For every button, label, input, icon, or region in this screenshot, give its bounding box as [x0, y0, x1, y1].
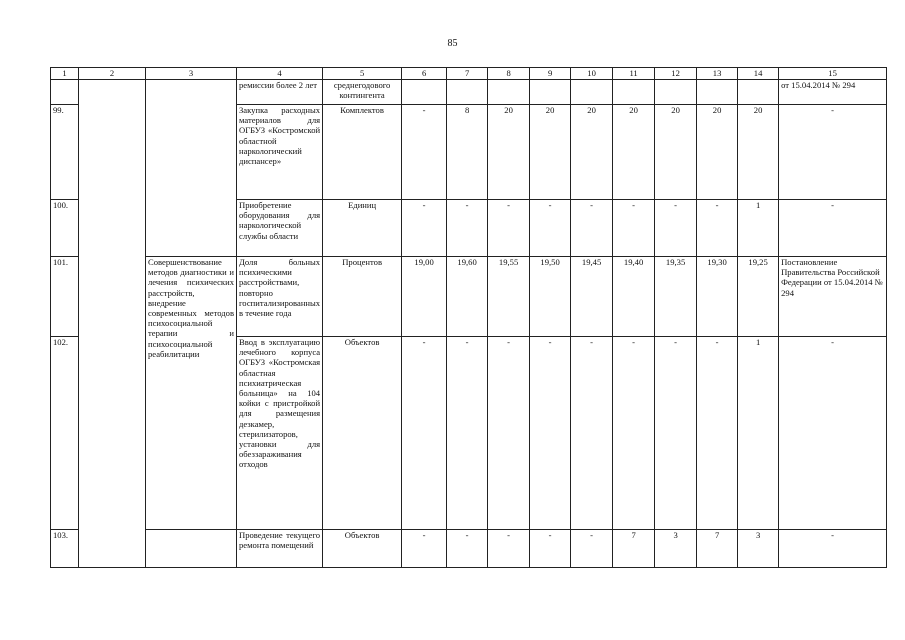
- value-cell: -: [530, 200, 571, 257]
- program-cell: [79, 80, 146, 568]
- value-cell: -: [697, 337, 738, 530]
- indicator-cell: ремиссии более 2 лет: [237, 80, 323, 105]
- value-cell: -: [530, 530, 571, 568]
- column-header: 14: [738, 68, 779, 80]
- column-header: 2: [79, 68, 146, 80]
- value-cell: [402, 80, 447, 105]
- value-cell: -: [613, 337, 655, 530]
- unit-cell: среднегодового контингента: [323, 80, 402, 105]
- value-cell: 19,35: [655, 257, 697, 337]
- value-cell: [488, 80, 530, 105]
- value-cell: 7: [697, 530, 738, 568]
- indicator-cell: Доля больных психическими расстройствами, повторно госпитализированных в течение года: [237, 257, 323, 337]
- value-cell: 20: [488, 105, 530, 200]
- column-header: 10: [571, 68, 613, 80]
- value-cell: -: [655, 337, 697, 530]
- row-number: 99.: [51, 105, 79, 200]
- value-cell: 8: [447, 105, 488, 200]
- column-header: 15: [779, 68, 887, 80]
- value-cell: -: [655, 200, 697, 257]
- value-cell: -: [402, 200, 447, 257]
- value-cell: -: [447, 337, 488, 530]
- column-header: 3: [146, 68, 237, 80]
- row-number: 103.: [51, 530, 79, 568]
- value-cell: -: [488, 530, 530, 568]
- value-cell: 20: [613, 105, 655, 200]
- value-cell: -: [697, 200, 738, 257]
- basis-cell: -: [779, 105, 887, 200]
- table-row: [51, 257, 887, 337]
- value-cell: 3: [655, 530, 697, 568]
- value-cell: [697, 80, 738, 105]
- value-cell: 19,45: [571, 257, 613, 337]
- value-cell: 19,50: [530, 257, 571, 337]
- value-cell: [613, 80, 655, 105]
- header-row: [51, 68, 887, 80]
- value-cell: 1: [738, 200, 779, 257]
- basis-cell: Постановление Правительства Российской Федерации от 15.04.2014 № 294: [779, 257, 887, 337]
- indicator-cell: Ввод в эксплуатацию лечебного корпуса ОГБУЗ «Костромская областная психиатрическая больница» на 104 койки с пристройкой для размещения дезкамер, стерилизаторов, установки для обеззараживания отходов: [237, 337, 323, 530]
- value-cell: [571, 80, 613, 105]
- basis-cell: -: [779, 200, 887, 257]
- value-cell: [530, 80, 571, 105]
- value-cell: 19,25: [738, 257, 779, 337]
- column-header: 9: [530, 68, 571, 80]
- indicator-cell: Приобретение оборудования для наркологической службы области: [237, 200, 323, 257]
- column-header: 5: [323, 68, 402, 80]
- value-cell: 20: [571, 105, 613, 200]
- basis-cell: от 15.04.2014 № 294: [779, 80, 887, 105]
- value-cell: 3: [738, 530, 779, 568]
- row-number: 101.: [51, 257, 79, 337]
- value-cell: -: [571, 200, 613, 257]
- value-cell: 19,40: [613, 257, 655, 337]
- column-header: 12: [655, 68, 697, 80]
- unit-cell: Единиц: [323, 200, 402, 257]
- event-cell-empty: [146, 80, 237, 257]
- value-cell: -: [402, 530, 447, 568]
- value-cell: 20: [697, 105, 738, 200]
- column-header: 6: [402, 68, 447, 80]
- column-header: 13: [697, 68, 738, 80]
- column-header: 8: [488, 68, 530, 80]
- value-cell: 19,60: [447, 257, 488, 337]
- row-number: 100.: [51, 200, 79, 257]
- value-cell: 19,30: [697, 257, 738, 337]
- column-header: 7: [447, 68, 488, 80]
- value-cell: -: [571, 337, 613, 530]
- page-number: 85: [447, 38, 458, 49]
- value-cell: 20: [738, 105, 779, 200]
- indicators-table: [50, 67, 887, 568]
- event-cell-empty: [146, 530, 237, 568]
- basis-cell: -: [779, 530, 887, 568]
- value-cell: -: [402, 337, 447, 530]
- column-header: 11: [613, 68, 655, 80]
- value-cell: [655, 80, 697, 105]
- value-cell: -: [447, 200, 488, 257]
- value-cell: -: [613, 200, 655, 257]
- value-cell: 1: [738, 337, 779, 530]
- value-cell: 19,55: [488, 257, 530, 337]
- unit-cell: Процентов: [323, 257, 402, 337]
- value-cell: -: [488, 200, 530, 257]
- column-header: 1: [51, 68, 79, 80]
- value-cell: -: [447, 530, 488, 568]
- unit-cell: Объектов: [323, 530, 402, 568]
- value-cell: 7: [613, 530, 655, 568]
- value-cell: -: [530, 337, 571, 530]
- value-cell: [447, 80, 488, 105]
- value-cell: [738, 80, 779, 105]
- event-cell: Совершенствование методов диагностики и лечения психических расстройств, внедрение современных методов психосоциальной терапии и психосоциальной реабилитации: [146, 257, 237, 530]
- row-number: [51, 80, 79, 105]
- table-row: [51, 80, 887, 105]
- column-header: 4: [237, 68, 323, 80]
- value-cell: 20: [530, 105, 571, 200]
- value-cell: -: [402, 105, 447, 200]
- value-cell: 19,00: [402, 257, 447, 337]
- unit-cell: Комплектов: [323, 105, 402, 200]
- value-cell: 20: [655, 105, 697, 200]
- value-cell: -: [488, 337, 530, 530]
- unit-cell: Объектов: [323, 337, 402, 530]
- indicator-cell: Закупка расходных материалов для ОГБУЗ «Костромской областной наркологический диспансер»: [237, 105, 323, 200]
- basis-cell: -: [779, 337, 887, 530]
- table-row: [51, 530, 887, 568]
- indicator-cell: Проведение текущего ремонта помещений: [237, 530, 323, 568]
- value-cell: -: [571, 530, 613, 568]
- row-number: 102.: [51, 337, 79, 530]
